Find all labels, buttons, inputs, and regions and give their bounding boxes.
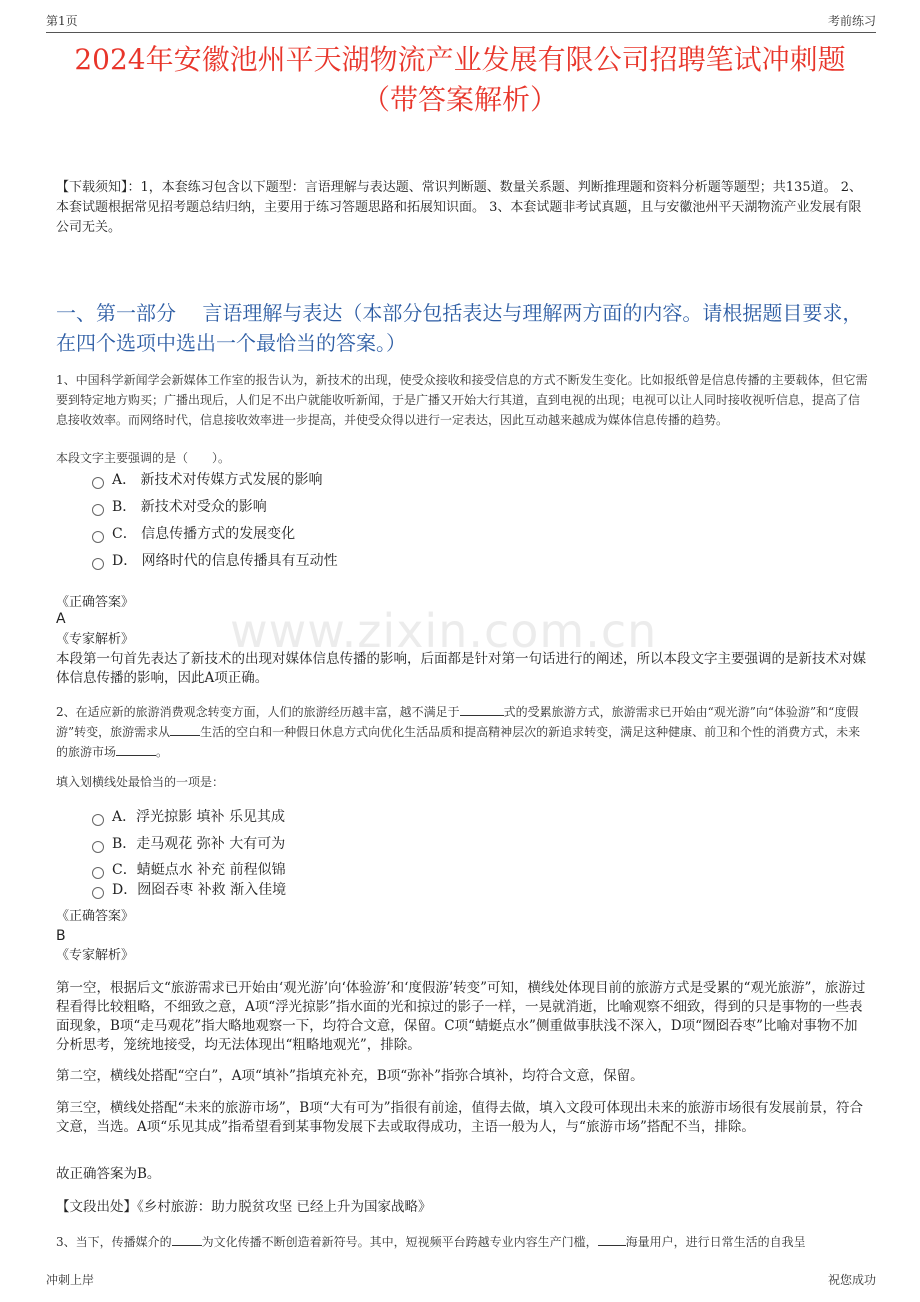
q2-answer-label: 《正确答案》 [56,909,135,924]
document-title [0,40,920,120]
q2-analysis-para-3: 第三空，横线处搭配“未来的旅游市场”，B项“大有可为”指很有前途，值得去做，填入文段可体现出未来的旅游市场很有发展前景，符合文意，当选。A项“乐见其成”指希望看到某事物发展下去或取得成功，主语一般为人，与“旅游市场”搭配不当，排除。 [56,1100,864,1135]
blank-2 [598,1233,626,1246]
q1-answer: A [56,611,66,627]
q2-analysis-para-1: 第一空，根据后文“旅游需求已开始由‘观光游’向‘体验游’和‘度假游’转变”可知，横线处体现目前的旅游方式是受累的“观光旅游”，旅游过程看得比较粗略，不细致之意，A项“浮光掠影”指水面的光和掠过的影子一样，一晃就消逝，比喻观察不细致，得到的只是事物的一些表面现象，B项“走马观花”指大略地观察一下，均符合文意，保留。C项“蜻蜓点水”侧重做事肤浅不深入，D项“囫囵吞枣”比喻对事物不加分析思考，笼统地接受，均无法体现出“粗略地观光”，排除。 [56,980,866,1053]
q2-analysis-para-2: 第二空，横线处搭配“空白”，A项“填补”指填充补充，B项“弥补”指弥合填补，均符合文意，保留。 [56,1068,644,1084]
question-2-ask: 填入划横线处最恰当的一项是： [56,775,225,789]
q2-option-b[interactable]: B．走马观花 弥补 大有可为 [92,834,285,854]
section-heading: 一、第一部分 言语理解与表达（本部分包括表达与理解两方面的内容。请根据题目要求，在四个选项中选出一个最恰当的答案。） [56,301,863,355]
q2-option-a[interactable]: A．浮光掠影 填补 乐见其成 [92,807,285,827]
radio-icon[interactable] [92,887,104,899]
question-1-ask: 本段文字主要强调的是（ ）。 [56,451,231,465]
radio-icon[interactable] [92,477,104,489]
radio-icon[interactable] [92,504,104,516]
q2-answer: B [56,928,66,944]
question-1-text: 1、中国科学新闻学会新媒体工作室的报告认为，新技术的出现，使受众接收和接受信息的方式不断发生变化。比如报纸曾是信息传播的主要载体，但它需要到特定地方购买；广播出现后，人们足不出户就能收听新闻，于是广播又开始大行其道，直到电视的出现；电视可以让人同时接收视听信息，提高了信息接收效率。而网络时代，信息接收效率进一步提高，并使受众得以进行一定表达，因此互动越来越成为媒体信息传播的趋势。 [56,373,868,427]
q2-option-c[interactable]: C．蜻蜓点水 补充 前程似锦 [92,860,286,880]
question-2-text: 2、在适应新的旅游消费观念转变方面，人们的旅游经历越丰富，越不满足于 式的受累旅游方式，旅游需求已开始由“观光游”向“体验游”和“度假游”转变，旅游需求从 生活的空白和一种假日休息方式向优化生活品质和提高精神层次的新追求转变，满足这种健康、前卫和个性的消费方式，未来的旅游市场 。 [56,705,861,759]
q1-analysis-label: 《专家解析》 [56,632,135,647]
page-number: 第1页 [46,14,78,28]
q2-analysis-label: 《专家解析》 [56,948,135,963]
q2-source: 【文段出处】《乡村旅游：助力脱贫攻坚 已经上升为国家战略》 [56,1199,432,1215]
blank-1 [172,1233,202,1246]
download-notice: 【下载须知】：1，本套练习包含以下题型：言语理解与表达题、常识判断题、数量关系题、判断推理题和资料分析题等题型；共135道。 2、本套试题根据常见招考题总结归纳，主要用于练习答题思路和拓展知识面。 3、本套试题非考试真题，且与安徽池州平天湖物流产业发展有限公司无关。 [56,180,862,235]
radio-icon[interactable] [92,558,104,570]
footer-right: 祝您成功 [827,1273,876,1287]
radio-icon[interactable] [92,814,104,826]
q1-option-a[interactable]: A． 新技术对传媒方式发展的影响 [92,470,323,490]
q2-option-d[interactable]: D．囫囵吞枣 补救 渐入佳境 [92,880,286,900]
q1-option-b[interactable]: B． 新技术对受众的影响 [92,497,267,517]
q1-option-d[interactable]: D． 网络时代的信息传播具有互动性 [92,551,338,571]
q1-analysis: 本段第一句首先表达了新技术的出现对媒体信息传播的影响，后面都是针对第一句话进行的阐述，所以本段文字主要强调的是新技术对媒体信息传播的影响，因此A项正确。 [56,651,866,686]
q2-analysis-para-4: 故正确答案为B。 [56,1166,161,1182]
q1-option-c[interactable]: C． 信息传播方式的发展变化 [92,524,295,544]
radio-icon[interactable] [92,841,104,853]
page-header [46,12,876,33]
radio-icon[interactable] [92,867,104,879]
radio-icon[interactable] [92,531,104,543]
watermark: www.zixin.com.cn [230,604,658,658]
footer-left: 冲刺上岸 [46,1273,95,1287]
title-line-1: 2024年安徽池州平天湖物流产业发展有限公司招聘笔试冲刺题 [74,43,846,76]
blank-3 [116,743,156,756]
blank-1 [460,703,504,716]
blank-2 [170,723,200,736]
header-label: 考前练习 [827,14,876,28]
q1-answer-label: 《正确答案》 [56,595,135,610]
question-3-text: 3、当下，传播媒介的 为文化传播不断创造着新符号。其中，短视频平台跨越专业内容生产门槛， 海量用户，进行日常生活的自我呈 [56,1235,806,1249]
title-line-2: （带答案解析） [361,83,558,116]
